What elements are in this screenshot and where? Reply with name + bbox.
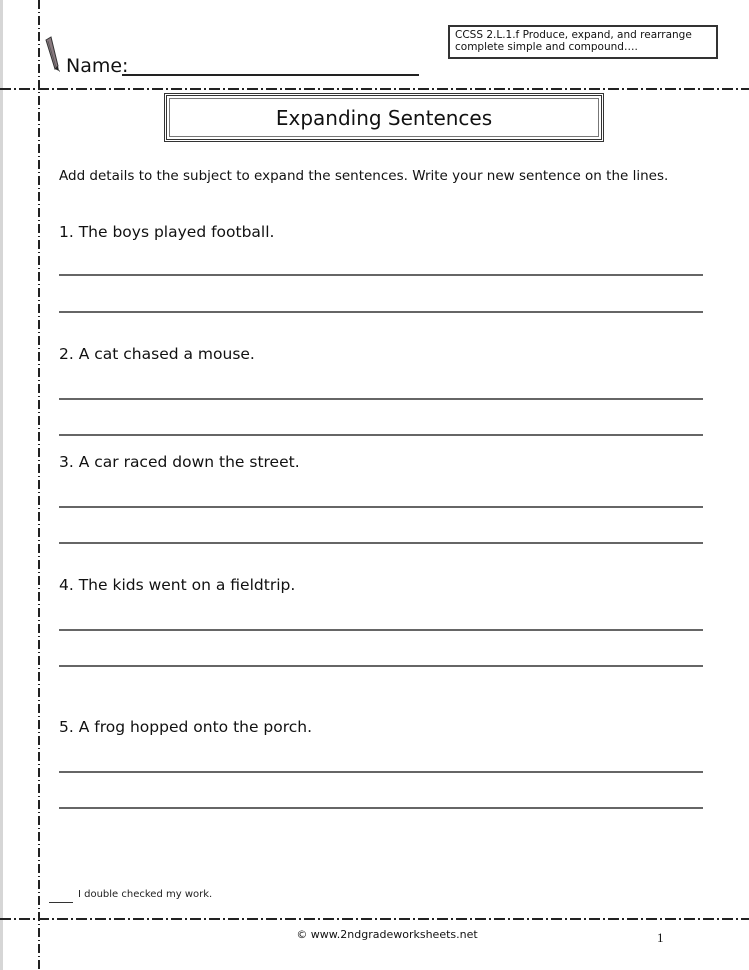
item-1-answer-line-1[interactable] <box>59 274 703 276</box>
top-cut-line <box>0 88 749 90</box>
standard-box <box>448 25 718 59</box>
item-1-answer-line-2[interactable] <box>59 311 703 313</box>
vertical-cut-line <box>38 0 40 970</box>
pencil-icon <box>44 36 60 72</box>
name-label: Name: <box>66 55 129 77</box>
footer-credit: © www.2ndgradeworksheets.net <box>296 928 478 941</box>
item-2-answer-line-2[interactable] <box>59 434 703 436</box>
item-1-prompt: 1. The boys played football. <box>59 223 275 241</box>
standard-text: CCSS 2.L.1.f Produce, expand, and rearrange complete simple and compound…. <box>455 29 692 53</box>
instructions: Add details to the subject to expand the sentences. Write your new sentence on the lines. <box>59 168 669 184</box>
self-check-label: I double checked my work. <box>78 889 213 900</box>
item-3-prompt: 3. A car raced down the street. <box>59 453 300 471</box>
bottom-cut-line <box>0 918 749 920</box>
self-check-blank[interactable] <box>49 902 73 903</box>
item-3-answer-line-1[interactable] <box>59 506 703 508</box>
page-edge <box>0 0 3 970</box>
page-title: Expanding Sentences <box>275 106 493 130</box>
item-4-answer-line-1[interactable] <box>59 629 703 631</box>
name-field-line[interactable] <box>122 74 419 76</box>
title-box <box>164 93 604 142</box>
item-2-answer-line-1[interactable] <box>59 398 703 400</box>
item-4-answer-line-2[interactable] <box>59 665 703 667</box>
item-5-answer-line-1[interactable] <box>59 771 703 773</box>
item-3-answer-line-2[interactable] <box>59 542 703 544</box>
page-number: 1 <box>657 930 664 945</box>
item-5-answer-line-2[interactable] <box>59 807 703 809</box>
item-2-prompt: 2. A cat chased a mouse. <box>59 345 255 363</box>
item-4-prompt: 4. The kids went on a fieldtrip. <box>59 576 296 594</box>
item-5-prompt: 5. A frog hopped onto the porch. <box>59 718 313 736</box>
